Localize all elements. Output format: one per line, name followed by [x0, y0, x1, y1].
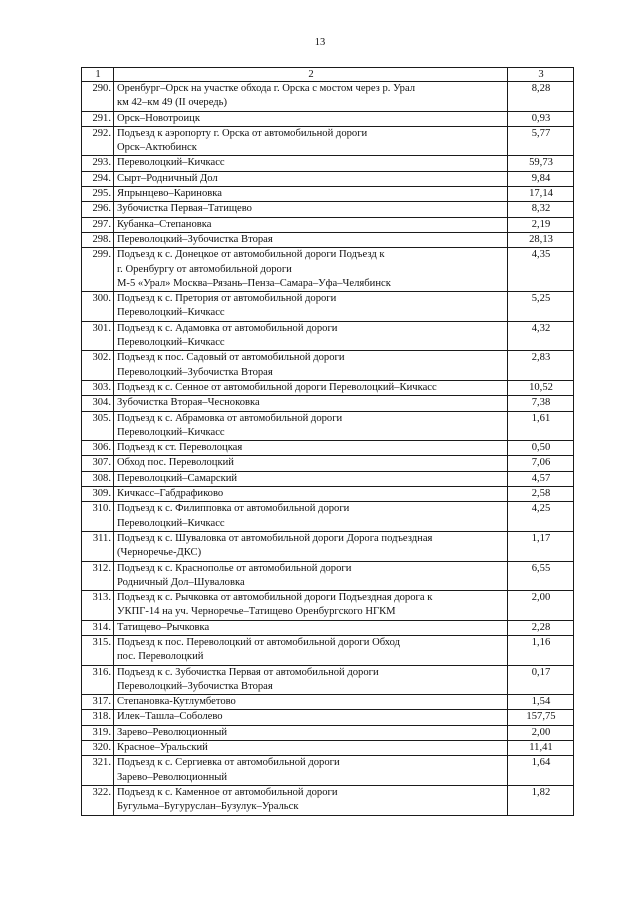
- road-length: 5,25: [508, 292, 574, 322]
- road-name-line: УКПГ-14 на уч. Черноречье–Татищево Оренбургского НГКМ: [117, 606, 396, 618]
- road-length: 1,82: [508, 785, 574, 815]
- table-row: [82, 695, 574, 710]
- row-number: 294.: [82, 171, 114, 186]
- road-name-line: Бугульма–Бугуруслан–Бузулук–Уральск: [117, 801, 299, 813]
- road-name-line: Кубанка–Степановка: [117, 218, 212, 230]
- road-name-line: Подъезд к с. Краснополье от автомобильной дороги: [117, 562, 352, 574]
- road-name: [114, 126, 508, 156]
- road-length: 2,00: [508, 591, 574, 621]
- road-name: [114, 248, 508, 292]
- road-name-line: Родничный Дол–Шуваловка: [117, 576, 245, 588]
- row-number: 321.: [82, 756, 114, 786]
- table-row: [82, 351, 574, 381]
- road-name: [114, 321, 508, 351]
- table-row: [82, 471, 574, 486]
- road-name-line: Подъезд к пос. Переволоцкий от автомобильной дороги Обход: [117, 636, 400, 648]
- road-name-line: Подъезд к с. Филипповка от автомобильной дороги: [117, 503, 350, 515]
- table-row: [82, 321, 574, 351]
- road-length: 4,35: [508, 248, 574, 292]
- page-number: 13: [314, 37, 326, 48]
- road-name: [114, 171, 508, 186]
- table-row: [82, 665, 574, 695]
- road-name-line: Подъезд к аэропорту г. Орска от автомобильной дороги: [117, 127, 368, 139]
- road-name: [114, 695, 508, 710]
- road-name: [114, 217, 508, 232]
- road-name-line: Зарево–Революционный: [117, 726, 228, 738]
- row-number: 300.: [82, 292, 114, 322]
- road-name-line: Переволоцкий–Зубочистка Вторая: [117, 366, 273, 378]
- column-header-number: 1: [82, 68, 114, 82]
- road-length: 11,41: [508, 741, 574, 756]
- roads-table: [81, 67, 574, 816]
- table-row: [82, 441, 574, 456]
- road-length: 2,83: [508, 351, 574, 381]
- road-length: 1,61: [508, 411, 574, 441]
- road-length: 1,64: [508, 756, 574, 786]
- row-number: 316.: [82, 665, 114, 695]
- table-row: [82, 396, 574, 411]
- road-name: [114, 111, 508, 126]
- row-number: 318.: [82, 710, 114, 725]
- table-row: [82, 741, 574, 756]
- road-name: [114, 82, 508, 112]
- row-number: 319.: [82, 725, 114, 740]
- row-number: 322.: [82, 785, 114, 815]
- road-name: [114, 502, 508, 532]
- row-number: 303.: [82, 380, 114, 395]
- table-row: [82, 756, 574, 786]
- row-number: 298.: [82, 232, 114, 247]
- road-name: [114, 202, 508, 217]
- road-length: 7,38: [508, 396, 574, 411]
- road-name-line: Подъезд к с. Сенное от автомобильной дороги Переволоцкий–Кичкасс: [117, 381, 437, 393]
- table-row: [82, 232, 574, 247]
- row-number: 299.: [82, 248, 114, 292]
- road-length: 2,28: [508, 620, 574, 635]
- row-number: 314.: [82, 620, 114, 635]
- table-row: [82, 217, 574, 232]
- road-name-line: Подъезд к с. Шуваловка от автомобильной дороги Дорога подъездная: [117, 532, 433, 544]
- road-length: 8,32: [508, 202, 574, 217]
- road-length: 28,13: [508, 232, 574, 247]
- table-row: [82, 635, 574, 665]
- road-name-line: (Черноречье-ДКС): [117, 547, 202, 559]
- road-name-line: Илек–Ташла–Соболево: [117, 711, 223, 723]
- row-number: 320.: [82, 741, 114, 756]
- row-number: 290.: [82, 82, 114, 112]
- road-name: [114, 635, 508, 665]
- road-length: 6,55: [508, 561, 574, 591]
- road-length: 2,19: [508, 217, 574, 232]
- row-number: 293.: [82, 156, 114, 171]
- road-name-line: Зарево–Революционный: [117, 771, 228, 783]
- road-name-line: Кичкасс–Габдрафиково: [117, 488, 224, 500]
- road-name-line: Подъезд к с. Адамовка от автомобильной дороги: [117, 322, 338, 334]
- row-number: 296.: [82, 202, 114, 217]
- road-name-line: пос. Переволоцкий: [117, 651, 204, 663]
- road-name-line: Переволоцкий–Зубочистка Вторая: [117, 233, 273, 245]
- road-name: [114, 456, 508, 471]
- table-body: [82, 82, 574, 816]
- road-name: [114, 232, 508, 247]
- road-name: [114, 591, 508, 621]
- road-name: [114, 380, 508, 395]
- road-length: 59,73: [508, 156, 574, 171]
- road-name-line: Подъезд к с. Претория от автомобильной дороги: [117, 293, 337, 305]
- row-number: 305.: [82, 411, 114, 441]
- table-row: [82, 202, 574, 217]
- row-number: 301.: [82, 321, 114, 351]
- road-name: [114, 785, 508, 815]
- road-name: [114, 531, 508, 561]
- road-name-line: Подъезд к с. Абрамовка от автомобильной дороги: [117, 412, 343, 424]
- road-name-line: Сырт–Родничный Дол: [117, 172, 218, 184]
- table-row: [82, 248, 574, 292]
- table-row: [82, 111, 574, 126]
- table-row: [82, 725, 574, 740]
- row-number: 295.: [82, 187, 114, 202]
- road-name: [114, 487, 508, 502]
- road-name-line: Подъезд к с. Донецкое от автомобильной дороги Подъезд к: [117, 249, 385, 261]
- road-name-line: Красное–Уральский: [117, 742, 208, 754]
- road-name-line: Переволоцкий–Самарский: [117, 472, 238, 484]
- row-number: 302.: [82, 351, 114, 381]
- road-length: 4,25: [508, 502, 574, 532]
- row-number: 292.: [82, 126, 114, 156]
- road-name-line: Подъезд к пос. Садовый от автомобильной дороги: [117, 352, 345, 364]
- row-number: 311.: [82, 531, 114, 561]
- road-name-line: Переволоцкий–Кичкасс: [117, 157, 225, 169]
- table-row: [82, 171, 574, 186]
- table-row: [82, 187, 574, 202]
- road-length: 1,54: [508, 695, 574, 710]
- row-number: 297.: [82, 217, 114, 232]
- road-length: 0,50: [508, 441, 574, 456]
- road-name-line: М-5 «Урал» Москва–Рязань–Пенза–Самара–Уфа–Челябинск: [117, 277, 391, 289]
- table-row: [82, 380, 574, 395]
- road-name-line: Зубочистка Первая–Татищево: [117, 203, 252, 215]
- road-name-line: Переволоцкий–Кичкасс: [117, 426, 225, 438]
- row-number: 310.: [82, 502, 114, 532]
- road-length: 4,32: [508, 321, 574, 351]
- road-name: [114, 441, 508, 456]
- road-name-line: Татищево–Рычковка: [117, 621, 210, 633]
- table-row: [82, 620, 574, 635]
- road-name: [114, 396, 508, 411]
- road-name-line: Зубочистка Вторая–Чесноковка: [117, 397, 260, 409]
- row-number: 307.: [82, 456, 114, 471]
- road-length: 2,58: [508, 487, 574, 502]
- road-name: [114, 156, 508, 171]
- road-name-line: Подъезд к с. Зубочистка Первая от автомобильной дороги: [117, 666, 379, 678]
- table-row: [82, 156, 574, 171]
- road-name-line: Степановка-Кутлумбетово: [117, 696, 236, 708]
- road-name-line: Обход пос. Переволоцкий: [117, 457, 234, 469]
- road-name: [114, 187, 508, 202]
- road-name-line: Подъезд к с. Сергиевка от автомобильной дороги: [117, 757, 340, 769]
- road-name-line: Переволоцкий–Зубочистка Вторая: [117, 680, 273, 692]
- table-row: [82, 487, 574, 502]
- road-name: [114, 561, 508, 591]
- road-name: [114, 292, 508, 322]
- road-name: [114, 756, 508, 786]
- row-number: 315.: [82, 635, 114, 665]
- table-row: [82, 785, 574, 815]
- table-row: [82, 292, 574, 322]
- table-row: [82, 456, 574, 471]
- row-number: 313.: [82, 591, 114, 621]
- road-length: 5,77: [508, 126, 574, 156]
- table-row: [82, 411, 574, 441]
- road-name-line: Подъезд к с. Каменное от автомобильной дороги: [117, 786, 338, 798]
- table-row: [82, 531, 574, 561]
- table-row: [82, 126, 574, 156]
- road-name-line: Переволоцкий–Кичкасс: [117, 517, 225, 529]
- road-length: 0,17: [508, 665, 574, 695]
- road-name: [114, 351, 508, 381]
- road-name: [114, 620, 508, 635]
- road-length: 9,84: [508, 171, 574, 186]
- table-header: [82, 68, 574, 82]
- header-row: [82, 68, 574, 82]
- table-row: [82, 591, 574, 621]
- road-name: [114, 741, 508, 756]
- road-length: 2,00: [508, 725, 574, 740]
- road-name-line: Подъезд к ст. Переволоцкая: [117, 442, 243, 454]
- road-name-line: Подъезд к с. Рычковка от автомобильной дороги Подъездная дорога к: [117, 592, 433, 604]
- road-length: 8,28: [508, 82, 574, 112]
- table-row: [82, 710, 574, 725]
- road-name-line: Оренбург–Орск на участке обхода г. Орска с мостом через р. Урал: [117, 83, 416, 94]
- road-name-line: Переволоцкий–Кичкасс: [117, 337, 225, 349]
- road-name-line: Япрынцево–Кариновка: [117, 188, 222, 200]
- road-length: 157,75: [508, 710, 574, 725]
- table-row: [82, 82, 574, 112]
- road-length: 7,06: [508, 456, 574, 471]
- road-name-line: Орск–Актюбинск: [117, 142, 197, 154]
- road-length: 4,57: [508, 471, 574, 486]
- road-name: [114, 471, 508, 486]
- road-length: 10,52: [508, 380, 574, 395]
- road-name-line: Орск–Новотроицк: [117, 112, 200, 124]
- row-number: 308.: [82, 471, 114, 486]
- road-length: 0,93: [508, 111, 574, 126]
- table-row: [82, 502, 574, 532]
- road-name-line: км 42–км 49 (II очередь): [117, 97, 228, 109]
- column-header-name: 2: [114, 68, 508, 82]
- row-number: 312.: [82, 561, 114, 591]
- row-number: 317.: [82, 695, 114, 710]
- road-name-line: г. Оренбургу от автомобильной дороги: [117, 263, 292, 275]
- road-name: [114, 665, 508, 695]
- road-length: 1,17: [508, 531, 574, 561]
- road-length: 1,16: [508, 635, 574, 665]
- row-number: 291.: [82, 111, 114, 126]
- road-name-line: Переволоцкий–Кичкасс: [117, 307, 225, 319]
- row-number: 304.: [82, 396, 114, 411]
- road-name: [114, 710, 508, 725]
- row-number: 306.: [82, 441, 114, 456]
- table-row: [82, 561, 574, 591]
- row-number: 309.: [82, 487, 114, 502]
- road-name: [114, 411, 508, 441]
- road-name: [114, 725, 508, 740]
- road-length: 17,14: [508, 187, 574, 202]
- column-header-length: 3: [508, 68, 574, 82]
